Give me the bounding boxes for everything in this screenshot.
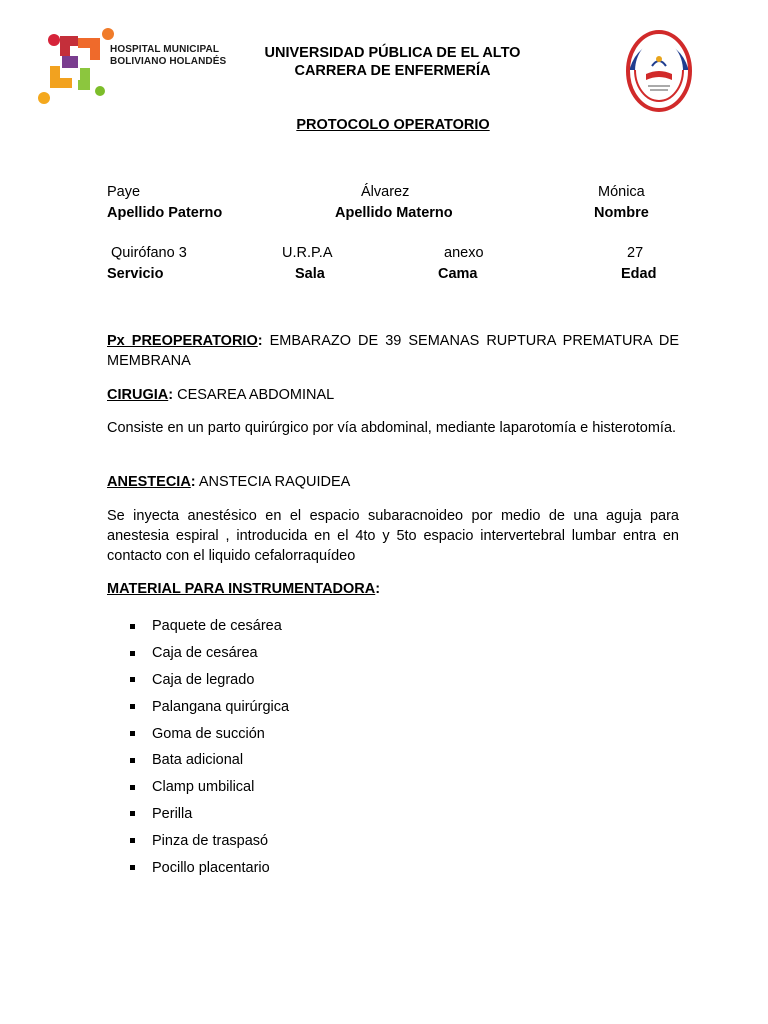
nombre-label: Nombre xyxy=(594,205,649,221)
bullet-icon xyxy=(130,865,135,870)
hospital-name-line1: HOSPITAL MUNICIPAL xyxy=(110,44,220,55)
cama-label: Cama xyxy=(438,266,478,282)
list-item xyxy=(130,693,289,720)
anestesia-text: ANSTECIA RAQUIDEA xyxy=(198,474,351,490)
bullet-icon xyxy=(130,785,135,790)
servicio-label: Servicio xyxy=(107,266,164,282)
apellido-paterno-value: Paye xyxy=(107,184,141,200)
list-item-label: Perilla xyxy=(152,805,193,822)
career-name: CARRERA DE ENFERMERÍA xyxy=(294,63,491,79)
list-item xyxy=(130,801,289,828)
edad-label: Edad xyxy=(621,266,657,282)
bullet-icon xyxy=(130,624,135,629)
list-item xyxy=(130,747,289,774)
list-item-label: Caja de cesárea xyxy=(152,645,258,662)
material-section: MATERIAL PARA INSTRUMENTADORA: xyxy=(107,581,381,597)
list-item-label: Pocillo placentario xyxy=(152,859,270,876)
list-item xyxy=(130,613,289,640)
bullet-icon xyxy=(130,731,135,736)
anestesia-section: ANESTECIA: ANSTECIA RAQUIDEA xyxy=(107,474,351,490)
hospital-logo-mark xyxy=(34,24,114,108)
list-item xyxy=(130,774,289,801)
sala-value: U.R.P.A xyxy=(282,245,333,261)
material-heading: MATERIAL PARA INSTRUMENTADORA xyxy=(107,581,376,597)
university-seal xyxy=(626,30,692,112)
hospital-name xyxy=(110,44,226,68)
bullet-icon xyxy=(130,838,135,843)
list-item xyxy=(130,640,289,667)
nombre-value: Mónica xyxy=(598,184,645,200)
apellido-materno-value: Álvarez xyxy=(361,184,410,200)
cirugia-text: CESAREA ABDOMINAL xyxy=(177,387,335,403)
hospital-logo xyxy=(34,24,234,108)
hospital-name-line2: BOLIVIANO HOLANDÉS xyxy=(110,56,227,67)
sala-label: Sala xyxy=(295,266,325,282)
apellido-materno-label: Apellido Materno xyxy=(335,205,453,221)
list-item-label: Pinza de traspasó xyxy=(152,832,269,849)
university-header xyxy=(230,44,555,80)
bullet-icon xyxy=(130,811,135,816)
anestesia-heading: ANESTECIA xyxy=(107,474,191,490)
cirugia-heading: CIRUGIA xyxy=(107,387,169,403)
cirugia-description: Consiste en un parto quirúrgico por vía abdominal, mediante laparotomía e histerotomía. xyxy=(107,420,677,436)
list-item-label: Palangana quirúrgica xyxy=(152,698,290,715)
preop-text: EMBARAZO DE 39 SEMANAS RUPTURA PREMATURA DE MEMBRANA xyxy=(107,333,680,369)
bullet-icon xyxy=(130,677,135,682)
list-item-label: Bata adicional xyxy=(152,752,244,769)
list-item xyxy=(130,720,289,747)
material-list xyxy=(130,613,289,881)
servicio-value: Quirófano 3 xyxy=(111,245,187,261)
list-item-label: Paquete de cesárea xyxy=(152,618,282,635)
bullet-icon xyxy=(130,651,135,656)
apellido-paterno-label: Apellido Paterno xyxy=(107,205,223,221)
anestesia-description: Se inyecta anestésico en el espacio subaracnoideo por medio de una aguja para anestesia espiral , introducida en el 4to y 5to espacio intervertebral lumbar entra en contacto con el liquido cefalorraquídeo xyxy=(107,508,679,564)
list-item xyxy=(130,827,289,854)
preop-section: Px PREOPERATORIO: EMBARAZO DE 39 SEMANAS RUPTURA PREMATURA DE MEMBRANA xyxy=(107,333,680,369)
edad-value: 27 xyxy=(627,245,644,261)
list-item xyxy=(130,667,289,694)
list-item xyxy=(130,854,289,881)
list-item-label: Goma de succión xyxy=(152,725,265,742)
cirugia-section: CIRUGIA: CESAREA ABDOMINAL xyxy=(107,387,335,403)
list-item-label: Clamp umbilical xyxy=(152,779,255,796)
list-item-label: Caja de legrado xyxy=(152,671,255,688)
document-title: PROTOCOLO OPERATORIO xyxy=(296,117,490,133)
bullet-icon xyxy=(130,758,135,763)
bullet-icon xyxy=(130,704,135,709)
university-name: UNIVERSIDAD PÚBLICA DE EL ALTO xyxy=(264,45,521,61)
preop-heading: Px PREOPERATORIO xyxy=(107,333,258,349)
cama-value: anexo xyxy=(444,245,484,261)
